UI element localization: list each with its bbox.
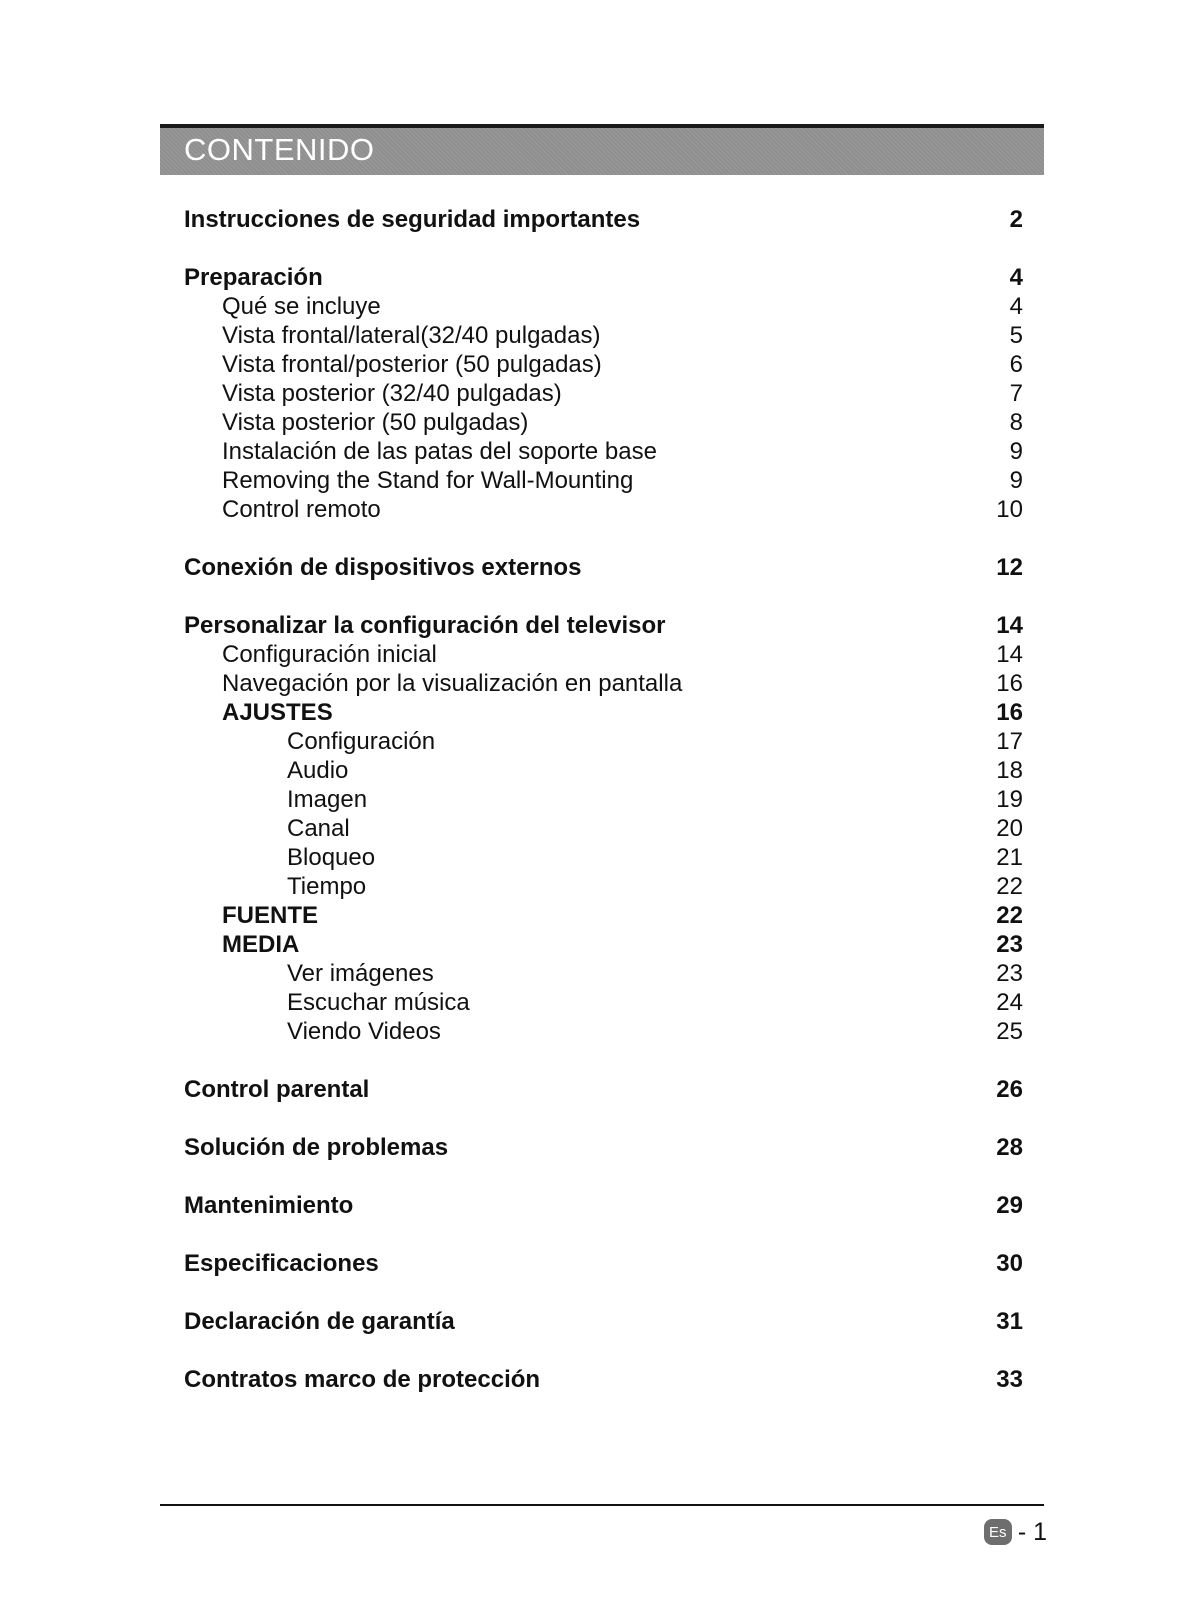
- toc-entry[interactable]: [0, 1191, 1191, 1220]
- toc-entry[interactable]: [0, 263, 1191, 292]
- toc-entry-page: 23: [996, 960, 1023, 987]
- toc-entry-label: Personalizar la configuración del televisor: [184, 612, 666, 639]
- toc-subsubentry[interactable]: [0, 814, 1191, 843]
- toc-entry-label: Instalación de las patas del soporte base: [222, 438, 657, 465]
- toc-entry[interactable]: [0, 553, 1191, 582]
- toc-entry-label: Canal: [287, 815, 350, 842]
- toc-entry-page: 29: [996, 1192, 1023, 1219]
- toc-entry-label: Tiempo: [287, 873, 367, 900]
- contents-header-bar: [160, 124, 1044, 175]
- toc-entry-page: 6: [1009, 351, 1023, 378]
- toc-entry[interactable]: [0, 1075, 1191, 1104]
- toc-entry-label: Viendo Videos: [287, 1018, 441, 1045]
- toc-entry-label: Navegación por la visualización en pantalla: [222, 670, 683, 697]
- toc-entry-label: Declaración de garantía: [184, 1308, 455, 1335]
- toc-entry-label: Conexión de dispositivos externos: [184, 554, 582, 581]
- toc-entry-label: Solución de problemas: [184, 1134, 449, 1161]
- toc-entry[interactable]: [0, 205, 1191, 234]
- toc-subentry[interactable]: [0, 901, 1191, 930]
- toc-entry-page: 23: [996, 931, 1023, 958]
- page-footer: [984, 1517, 1047, 1547]
- toc-entry-page: 24: [996, 989, 1023, 1016]
- toc-entry-page: 5: [1009, 322, 1023, 349]
- toc-entry-page: 17: [996, 728, 1023, 755]
- toc-entry-label: Contratos marco de protección: [184, 1366, 541, 1393]
- toc-entry-label: AJUSTES: [222, 699, 333, 726]
- toc-entry-page: 8: [1009, 409, 1023, 436]
- toc-entry-label: Especificaciones: [184, 1250, 379, 1277]
- toc-entry-label: Escuchar música: [287, 989, 470, 1016]
- toc-subsubentry[interactable]: [0, 785, 1191, 814]
- toc-subentry[interactable]: [0, 930, 1191, 959]
- toc-entry-page: 25: [996, 1018, 1023, 1045]
- toc-entry-page: 26: [996, 1076, 1023, 1103]
- toc-subentry[interactable]: [0, 495, 1191, 524]
- toc-entry-label: Preparación: [184, 264, 323, 291]
- toc-entry-label: Bloqueo: [287, 844, 376, 871]
- toc-entry-label: FUENTE: [222, 902, 318, 929]
- toc-entry-page: 19: [996, 786, 1023, 813]
- toc-entry-label: Control parental: [184, 1076, 370, 1103]
- toc-entry-page: 14: [996, 641, 1023, 668]
- toc-subentry[interactable]: [0, 466, 1191, 495]
- toc-entry-page: 4: [1009, 264, 1023, 291]
- toc-entry-page: 31: [996, 1308, 1023, 1335]
- toc-entry-label: Vista posterior (32/40 pulgadas): [222, 380, 562, 407]
- toc-entry-label: Vista frontal/posterior (50 pulgadas): [222, 351, 602, 378]
- toc-entry-label: Imagen: [287, 786, 368, 813]
- toc-subentry[interactable]: [0, 437, 1191, 466]
- toc-entry-label: Configuración inicial: [222, 641, 437, 668]
- toc-subentry[interactable]: [0, 408, 1191, 437]
- toc-entry-label: Removing the Stand for Wall-Mounting: [222, 467, 634, 494]
- toc-entry-label: MEDIA: [222, 931, 300, 958]
- toc-entry-page: 20: [996, 815, 1023, 842]
- toc-subentry[interactable]: [0, 292, 1191, 321]
- toc-entry-page: 28: [996, 1134, 1023, 1161]
- toc-entry-page: 10: [996, 496, 1023, 523]
- toc-entry-page: 16: [996, 699, 1023, 726]
- toc-entry-page: 7: [1009, 380, 1023, 407]
- toc-entry-page: 9: [1009, 467, 1023, 494]
- toc-entry-page: 18: [996, 757, 1023, 784]
- toc-entry-page: 16: [996, 670, 1023, 697]
- toc-subsubentry[interactable]: [0, 727, 1191, 756]
- toc-subsubentry[interactable]: [0, 1017, 1191, 1046]
- toc-entry-label: Vista frontal/lateral(32/40 pulgadas): [222, 322, 601, 349]
- toc-entry[interactable]: [0, 1365, 1191, 1394]
- language-badge: Es: [984, 1519, 1012, 1545]
- toc-entry-page: 21: [996, 844, 1023, 871]
- toc-entry-label: Vista posterior (50 pulgadas): [222, 409, 529, 436]
- toc-subentry[interactable]: [0, 321, 1191, 350]
- toc-subentry[interactable]: [0, 698, 1191, 727]
- toc-entry-label: Audio: [287, 757, 349, 784]
- toc-subentry[interactable]: [0, 379, 1191, 408]
- contents-title: CONTENIDO: [184, 132, 375, 167]
- toc-entry-label: Ver imágenes: [287, 960, 434, 987]
- toc-subentry[interactable]: [0, 669, 1191, 698]
- toc-entry-page: 4: [1009, 293, 1023, 320]
- footer-divider: [160, 1504, 1044, 1506]
- toc-entry-page: 22: [996, 873, 1023, 900]
- toc-entry-page: 12: [996, 554, 1023, 581]
- toc-entry-page: 2: [1009, 206, 1023, 233]
- toc-entry-label: Qué se incluye: [222, 293, 381, 320]
- toc-entry-page: 22: [996, 902, 1023, 929]
- toc-subentry[interactable]: [0, 350, 1191, 379]
- toc-entry[interactable]: [0, 1307, 1191, 1336]
- toc-entry-page: 33: [996, 1366, 1023, 1393]
- toc-entry-label: Instrucciones de seguridad importantes: [184, 206, 641, 233]
- page-number: - 1: [1017, 1517, 1047, 1546]
- toc-entry[interactable]: [0, 611, 1191, 640]
- toc-entry-label: Mantenimiento: [184, 1192, 354, 1219]
- toc-subsubentry[interactable]: [0, 756, 1191, 785]
- toc-entry[interactable]: [0, 1249, 1191, 1278]
- toc-entry-page: 9: [1009, 438, 1023, 465]
- toc-subsubentry[interactable]: [0, 843, 1191, 872]
- toc-subsubentry[interactable]: [0, 872, 1191, 901]
- toc-subentry[interactable]: [0, 640, 1191, 669]
- toc-subsubentry[interactable]: [0, 959, 1191, 988]
- toc-entry-page: 14: [996, 612, 1023, 639]
- toc-entry[interactable]: [0, 1133, 1191, 1162]
- toc-entry-label: Configuración: [287, 728, 436, 755]
- toc-entry-page: 30: [996, 1250, 1023, 1277]
- toc-entry-label: Control remoto: [222, 496, 381, 523]
- toc-subsubentry[interactable]: [0, 988, 1191, 1017]
